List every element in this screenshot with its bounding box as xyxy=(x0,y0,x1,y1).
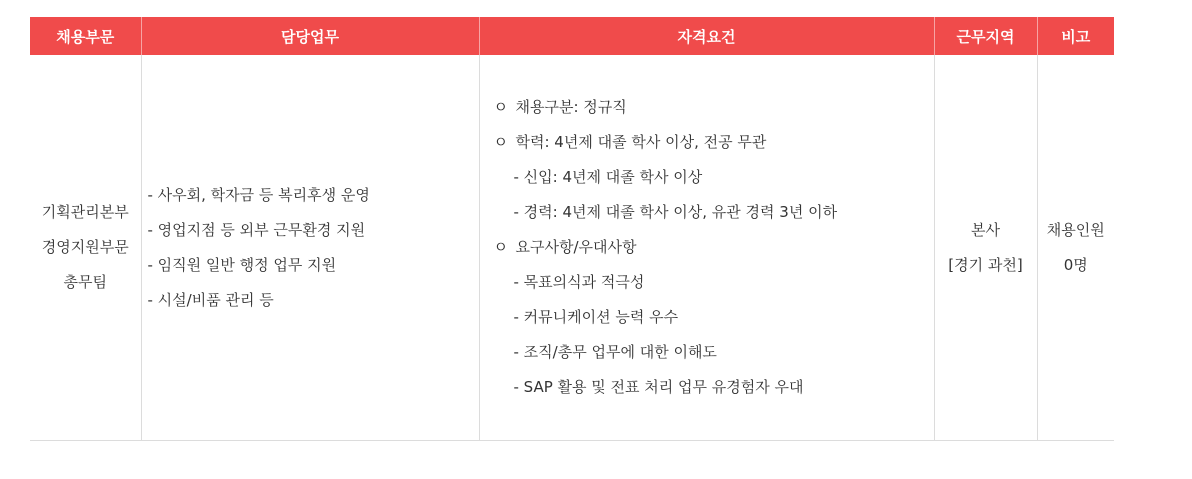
header-duties: 담당업무 xyxy=(141,17,479,55)
location-line: 본사 xyxy=(971,220,1000,239)
location-cell xyxy=(934,55,1037,441)
requirement-subitem: - 신입: 4년제 대졸 학사 이상 xyxy=(513,168,703,186)
recruitment-table xyxy=(30,17,1114,441)
requirement-subitem: - 커뮤니케이션 능력 우수 xyxy=(513,308,679,326)
requirement-subitem: - SAP 활용 및 전표 처리 업무 유경험자 우대 xyxy=(513,378,804,396)
requirement-item xyxy=(494,230,934,265)
duty-item: - 사우회, 학자금 등 복리후생 운영 xyxy=(147,185,370,204)
duties-cell xyxy=(141,55,479,441)
requirement-text: 채용구분: 정규직 xyxy=(515,98,627,116)
requirement-subitem: - 목표의식과 적극성 xyxy=(513,273,645,291)
department-line: 기획관리본부 xyxy=(41,203,129,221)
requirement-item xyxy=(494,90,934,125)
note-line: 채용인원 xyxy=(1046,220,1105,239)
circle-bullet-icon: ㅇ xyxy=(493,238,508,256)
requirements-cell xyxy=(479,55,934,441)
department-cell xyxy=(30,55,141,441)
duty-item: - 영업지점 등 외부 근무환경 지원 xyxy=(147,220,366,239)
requirement-text: 요구사항/우대사항 xyxy=(515,238,637,256)
table-row xyxy=(30,55,1114,441)
header-requirements: 자격요건 xyxy=(479,17,934,55)
recruitment-table-container xyxy=(30,17,1114,441)
table-header-row xyxy=(30,17,1114,55)
department-line: 총무팀 xyxy=(63,273,107,291)
circle-bullet-icon: ㅇ xyxy=(493,98,508,116)
header-note: 비고 xyxy=(1037,17,1114,55)
note-line: 0명 xyxy=(1063,255,1088,274)
circle-bullet-icon: ㅇ xyxy=(493,133,508,151)
note-cell xyxy=(1037,55,1114,441)
header-department: 채용부문 xyxy=(30,17,141,55)
requirement-text: 학력: 4년제 대졸 학사 이상, 전공 무관 xyxy=(515,133,767,151)
department-line: 경영지원부문 xyxy=(41,238,129,256)
requirement-subitem: - 경력: 4년제 대졸 학사 이상, 유관 경력 3년 이하 xyxy=(513,203,838,221)
duty-item: - 임직원 일반 행정 업무 지원 xyxy=(147,255,337,274)
header-location: 근무지역 xyxy=(934,17,1037,55)
duty-item: - 시설/비품 관리 등 xyxy=(147,290,274,309)
requirement-item xyxy=(494,125,934,160)
requirement-subitem: - 조직/총무 업무에 대한 이해도 xyxy=(513,343,717,361)
location-line: [경기 과천] xyxy=(948,255,1023,274)
